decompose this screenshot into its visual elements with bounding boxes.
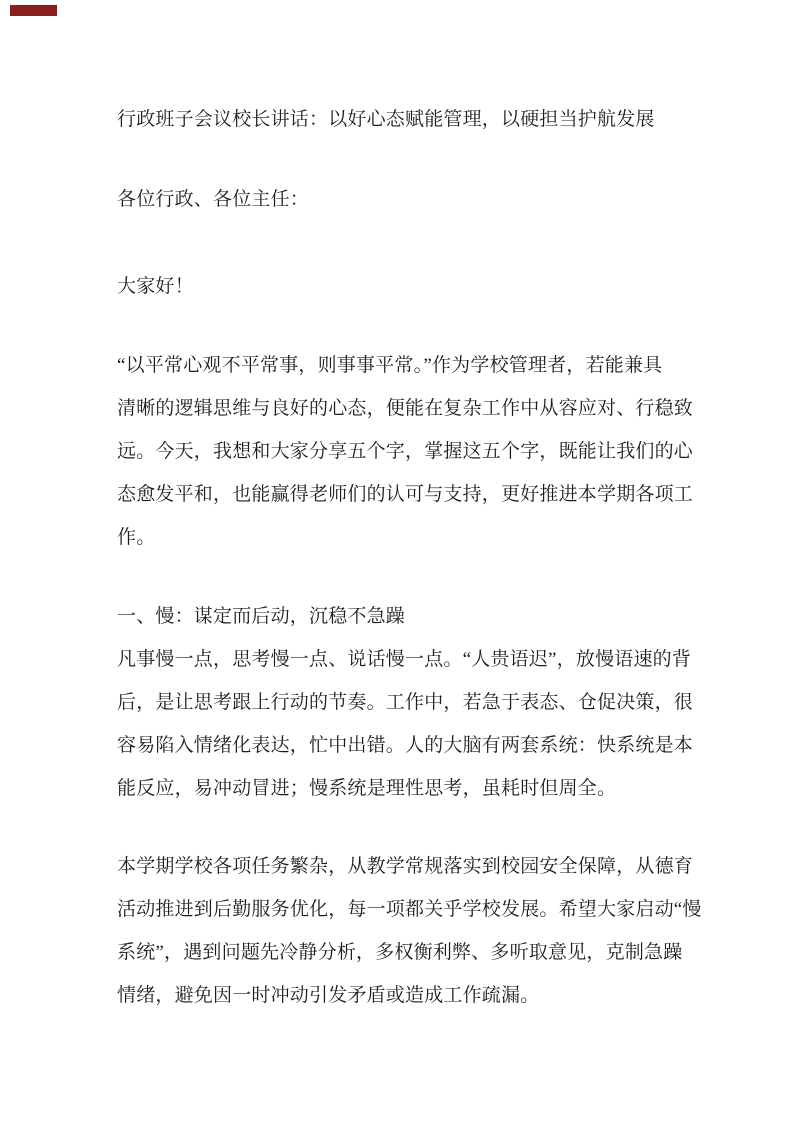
text-line: 作。 [117,527,156,548]
corner-accent-bar [10,5,57,16]
text-line: 态愈发平和，也能赢得老师们的认可与支持，更好推进本学期各项工 [117,484,694,505]
paragraph-slow-thinking [117,638,694,810]
section-heading-text: 一、慢：谋定而后动，沉稳不急躁 [117,606,406,627]
paragraph-intro [117,344,694,559]
salutation-text: 各位行政、各位主任： [117,189,310,210]
greeting-text: 大家好！ [117,276,194,297]
greeting-block [117,265,679,308]
text-line: 后，是让思考跟上行动的节奏。工作中，若急于表态、仓促决策，很 [117,692,694,713]
text-line: 能反应，易冲动冒进；慢系统是理性思考，虽耗时但周全。 [117,778,617,799]
text-line: 情绪，避免因一时冲动引发矛盾或造成工作疏漏。 [117,985,540,1006]
document-title-block [117,98,679,141]
text-line: 远。今天，我想和大家分享五个字，掌握这五个字，既能让我们的心 [117,441,694,462]
text-line: 系统”，遇到问题先冷静分析，多权衡利弊、多听取意见，克制急躁 [117,942,683,963]
text-line: 清晰的逻辑思维与良好的心态，便能在复杂工作中从容应对、行稳致 [117,398,694,419]
text-line: 容易陷入情绪化表达，忙中出错。人的大脑有两套系统：快系统是本 [117,735,694,756]
text-line: 凡事慢一点，思考慢一点、说话慢一点。“人贵语迟”，放慢语速的背 [117,649,692,670]
document-title: 行政班子会议校长讲话：以好心态赋能管理，以硬担当护航发展 [117,109,655,130]
text-line: 活动推进到后勤服务优化，每一项都关乎学校发展。希望大家启动“慢 [117,899,702,920]
text-line: “以平常心观不平常事，则事事平常。”作为学校管理者，若能兼具 [117,355,663,376]
salutation-block [117,178,679,221]
paragraph-semester-tasks [117,845,702,1017]
text-line: 本学期学校各项任务繁杂，从教学常规落实到校园安全保障，从德育 [117,856,694,877]
section-heading-slow [117,595,679,638]
